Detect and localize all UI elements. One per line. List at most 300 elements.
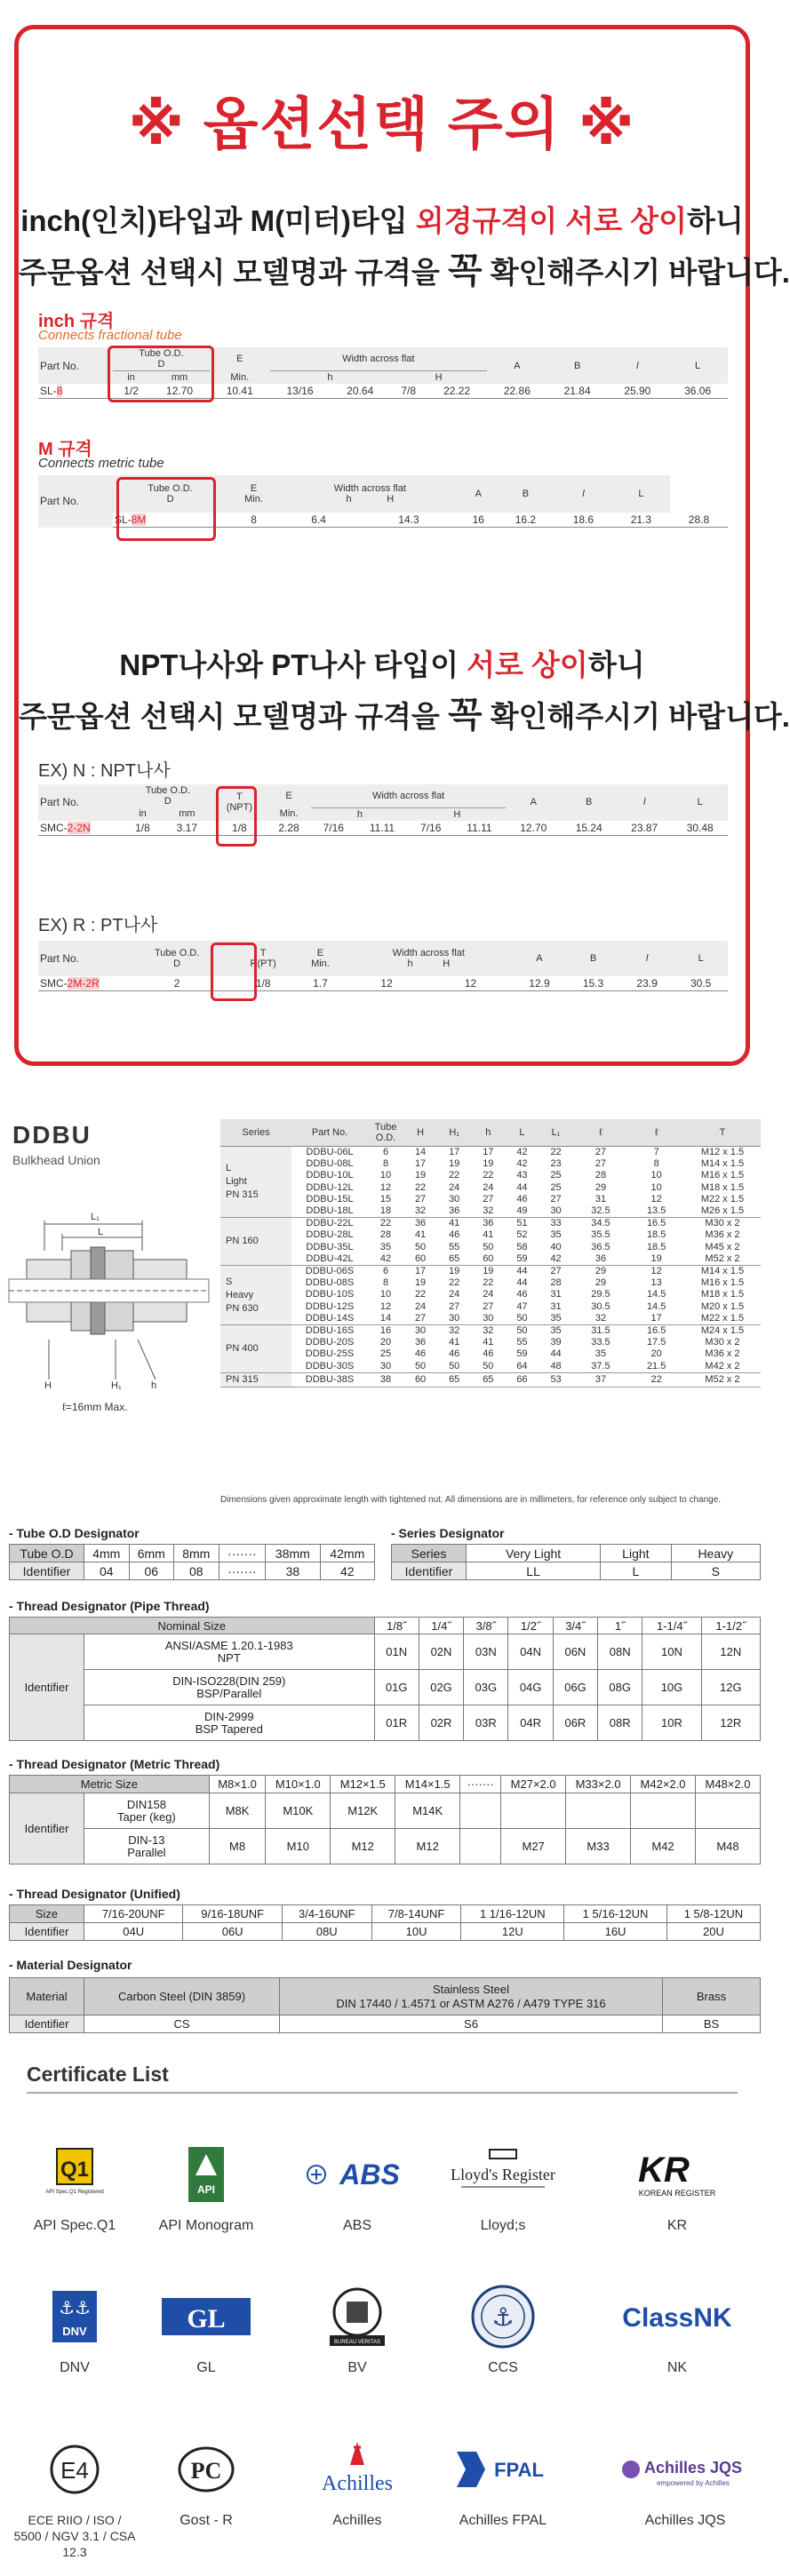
ddbu-cell: 31 bbox=[594, 1193, 607, 1205]
ddbu-cell: 44 bbox=[516, 1266, 528, 1277]
ddbu-cell: 46 bbox=[483, 1348, 494, 1360]
ddbu-cell: 30 bbox=[539, 1205, 573, 1218]
ddbu-cell: M18 x 1.5 bbox=[700, 1289, 745, 1300]
ddbu-series-cell: L Light PN 315 bbox=[220, 1147, 291, 1218]
ddbu-cell: 18.5 bbox=[646, 1241, 666, 1252]
ddbu-series-cell: S Heavy PN 630 bbox=[220, 1266, 291, 1325]
ddbu-cell: 66 bbox=[505, 1372, 539, 1387]
ddbu-cell: 17 bbox=[414, 1266, 427, 1277]
ddbu-cell: 19 bbox=[449, 1266, 460, 1277]
ddbu-cell: 21.5 bbox=[628, 1361, 684, 1373]
abs-logo-icon bbox=[304, 2154, 411, 2195]
ddbu-cell: 59 bbox=[516, 1348, 528, 1360]
ddbu-series-cell: PN 400 bbox=[220, 1325, 291, 1373]
ddbu-cell: DDBU-14S bbox=[291, 1313, 368, 1325]
ddbu-cell: 28 bbox=[550, 1277, 562, 1289]
cert-api-q1: Q1 API Spec.Q1 Registered API Spec.Q1 bbox=[12, 2141, 137, 2234]
ddbu-cell: M30 x 2 bbox=[705, 1218, 740, 1229]
bv-logo-icon bbox=[326, 2286, 388, 2348]
ddbu-row bbox=[220, 1266, 761, 1278]
ddbu-cell: 6 bbox=[382, 1266, 389, 1277]
cert-kr: KR KOREAN REGISTER KR bbox=[615, 2141, 739, 2234]
ddbu-cell: M14 x 1.5 bbox=[700, 1266, 745, 1277]
certificate-divider bbox=[27, 2092, 738, 2094]
ddbu-cell: 18.5 bbox=[646, 1229, 666, 1241]
ddbu-cell: 36 bbox=[414, 1337, 427, 1348]
ddbu-cell: 50 bbox=[505, 1313, 539, 1325]
ddbu-cell: 47 bbox=[516, 1300, 528, 1312]
ddbu-cell: 25 bbox=[550, 1170, 562, 1181]
ddbu-series-cell: PN 315 bbox=[220, 1372, 291, 1387]
ddbu-cell: 36.5 bbox=[591, 1241, 610, 1252]
ddbu-cell: 7 bbox=[653, 1147, 659, 1157]
ddbu-cell: M22 x 1.5 bbox=[700, 1193, 745, 1205]
svg-text:PC: PC bbox=[190, 2458, 222, 2484]
svg-text:ClassNK: ClassNK bbox=[622, 2303, 732, 2333]
ddbu-cell: 42 bbox=[539, 1253, 573, 1266]
ddbu-cell: 27 bbox=[403, 1313, 437, 1325]
ddbu-table: Series Part No. Tube O.D. H H₁ h L L₁ ℓ ℓ T L Light PN 315 DDBU-06L 6 14 17 17 42 22 27 7 M12 x 1.5 DDBU-08L 8 17 19 19 42 23 27 8 M14 x 1.5 DDBU-10L 10 19 22 22 43 25 28 10 M16 x 1.5 DDBU-12L 12 22 24 24 44 25 29 10 M18 x 1.5 DDBU-15L 15 27 30 27 46 27 31 12 M22 x 1.5 DDBU-18L 18 32 36 32 49 30 32.5 13.5 M26 x 1.5 PN 160 DDBU-22L 22 36 41 36 51 33 34.5 16.5 M30 x 2 DDBU-28L 28 41 46 41 52 35 35.5 18.5 M36 x 2 DDBU-35L 35 50 55 50 58 40 36.5 18.5 M45 x 2 DDBU-42L 42 60 65 60 59 42 36 19 M52 x 2 S Heavy PN 630 DDBU-06S 6 17 19 19 44 27 29 12 M14 x 1.5 DDBU-08S 8 19 22 22 44 28 29 13 M16 x 1.5 DDBU-10S 10 22 24 24 46 31 29.5 14.5 M18 x 1.5 DDBU-12S 12 24 27 27 47 31 30.5 14.5 M20 x 1.5 DDBU-14S 14 27 30 30 50 35 32 17 M22 x 1.5 PN 400 DDBU-16S 16 30 32 32 50 35 31.5 16.5 M24 x 1.5 DDBU-20S 20 36 41 41 55 39 33.5 17.5 M30 x 2 DDBU-25S 25 46 46 46 59 44 35 20 M36 x 2 DDBU-30S 30 50 50 50 64 48 37.5 21.5 M42 x 2 PN 315 DDBU-38S 38 60 65 65 66 53 37 22 M52 x 2 bbox=[220, 1119, 761, 1387]
cert-gl: GL GL bbox=[144, 2283, 268, 2376]
achilles-logo-icon bbox=[304, 2438, 411, 2500]
cert-abs: ABS ABS bbox=[295, 2141, 419, 2234]
ddbu-cell: 36 bbox=[414, 1218, 427, 1229]
ddbu-cell: 41 bbox=[449, 1218, 460, 1229]
material-title: - Material Designator bbox=[9, 1958, 132, 1972]
ddbu-cell: M30 x 2 bbox=[705, 1337, 740, 1348]
ddbu-cell: 25 bbox=[379, 1348, 392, 1360]
ddbu-cell: 46 bbox=[516, 1193, 528, 1205]
ddbu-cell: M16 x 1.5 bbox=[700, 1277, 745, 1289]
svg-text:GL: GL bbox=[187, 2304, 226, 2334]
ddbu-cell: 14.5 bbox=[646, 1289, 666, 1300]
ddbu-cell: DDBU-16S bbox=[305, 1325, 355, 1337]
ddbu-cell: 14 bbox=[414, 1147, 427, 1157]
ddbu-cell: 24 bbox=[449, 1181, 460, 1193]
ddbu-cell: 41 bbox=[414, 1229, 427, 1241]
ddbu-cell: 19 bbox=[483, 1266, 494, 1277]
gl-logo-icon bbox=[160, 2294, 252, 2339]
notice-line-1: inch(인치)타입과 M(미터)타입 외경규격이 서로 상이하니 bbox=[20, 204, 744, 237]
ddbu-cell: DDBU-28L bbox=[306, 1229, 354, 1241]
ddbu-cell: 52 bbox=[516, 1229, 528, 1241]
ddbu-cell: 46 bbox=[449, 1348, 460, 1360]
ddbu-cell: 42 bbox=[516, 1158, 528, 1170]
ddbu-cell: 27 bbox=[414, 1193, 427, 1205]
ddbu-cell: 46 bbox=[516, 1289, 528, 1300]
ddbu-cell: 55 bbox=[516, 1337, 528, 1348]
svg-text:empowered by Achilles: empowered by Achilles bbox=[657, 2479, 730, 2487]
ddbu-cell: 46 bbox=[449, 1229, 460, 1241]
ddbu-cell: M14 x 1.5 bbox=[700, 1158, 745, 1170]
ddbu-cell: 32 bbox=[403, 1205, 437, 1218]
ddbu-table-body bbox=[220, 1147, 761, 1387]
cert-ece: E4 ECE RIIO / ISO / 5500 / NGV 3.1 / CSA 12.3 bbox=[12, 2436, 137, 2560]
ddbu-cell: 22 bbox=[414, 1181, 427, 1193]
ddbu-cell: 17.5 bbox=[646, 1337, 666, 1348]
ddbu-cell: 10 bbox=[650, 1170, 662, 1181]
npt-example-label: EX) N : NPT나사 bbox=[38, 761, 171, 781]
pipe-thread-title: - Thread Designator (Pipe Thread) bbox=[9, 1599, 210, 1613]
pipe-thread-table: Nominal Size 1/8˝ 1/4˝ 3/8˝ 1/2˝ 3/4˝ 1˝ 1-1/4˝ 1-1/2˝ Identifier ANSI/ASME 1.20.1-1983 NPT 01N 02N 03N 04N 06N 08N 10N 12N DIN-ISO228(DIN 259) BSP/Parallel 01G 02G 03G 04G 06G 08G 10G 12G DIN-2999 BSP Tapered 01R 02R 03R 04R 06R 08R 10R 12R bbox=[9, 1617, 761, 1741]
svg-text:H₁: H₁ bbox=[111, 1380, 122, 1391]
ddbu-cell: 60 bbox=[403, 1372, 437, 1387]
cert-lloyds: Lloyd's Register Lloyd;s bbox=[441, 2141, 565, 2234]
ddbu-cell: 30.5 bbox=[591, 1300, 610, 1312]
dnv-logo-icon bbox=[51, 2289, 99, 2344]
inch-spec-label: inch 규격 bbox=[38, 312, 115, 331]
notice-line-4: 주문옵션 선택시 모델명과 규격을 꼭 확인해주시기 바랍니다. bbox=[19, 696, 790, 735]
ddbu-cell: M36 x 2 bbox=[705, 1348, 740, 1360]
ddbu-cell: 27 bbox=[483, 1193, 494, 1205]
notice-box bbox=[14, 25, 790, 1066]
ddbu-cell: 37.5 bbox=[573, 1361, 629, 1373]
ddbu-cell: 27 bbox=[449, 1300, 460, 1312]
ddbu-cell: 27 bbox=[550, 1266, 562, 1277]
metric-od-highlight bbox=[116, 477, 216, 541]
ddbu-cell: 10 bbox=[379, 1289, 392, 1300]
ddbu-cell: 39 bbox=[550, 1337, 562, 1348]
ddbu-cell: 10 bbox=[650, 1181, 662, 1193]
ddbu-cell: 35 bbox=[550, 1229, 562, 1241]
ddbu-cell: 22 bbox=[483, 1277, 494, 1289]
ddbu-cell: 64 bbox=[505, 1361, 539, 1373]
ddbu-cell: 50 bbox=[471, 1361, 505, 1373]
ddbu-row bbox=[220, 1361, 761, 1373]
ccs-logo-icon bbox=[470, 2284, 536, 2349]
ddbu-cell: 15 bbox=[379, 1193, 392, 1205]
cert-dnv: ⚓⚓ DNV DNV bbox=[12, 2283, 137, 2376]
cert-nk: ClassNK NK bbox=[615, 2283, 739, 2376]
ddbu-cell: 30 bbox=[414, 1325, 427, 1337]
api-monogram-logo-icon bbox=[187, 2145, 226, 2204]
ddbu-cell: M18 x 1.5 bbox=[700, 1181, 745, 1193]
pt-example-label: EX) R : PT나사 bbox=[38, 916, 158, 935]
ddbu-cell: 17 bbox=[414, 1158, 427, 1170]
ddbu-row bbox=[220, 1301, 761, 1313]
ddbu-row bbox=[220, 1205, 761, 1218]
ddbu-cell: 49 bbox=[505, 1205, 539, 1218]
ddbu-cell: 42 bbox=[516, 1147, 528, 1157]
svg-text:BUREAU VERITAS: BUREAU VERITAS bbox=[334, 2340, 380, 2345]
ddbu-cell: DDBU-42L bbox=[291, 1253, 368, 1266]
ddbu-cell: M26 x 1.5 bbox=[684, 1205, 761, 1218]
ddbu-title: DDBU bbox=[12, 1121, 92, 1149]
ddbu-cell: 32 bbox=[471, 1205, 505, 1218]
ddbu-cell: 50 bbox=[516, 1325, 528, 1337]
api-q1-logo-icon bbox=[45, 2147, 104, 2202]
ddbu-cell: 28 bbox=[594, 1170, 607, 1181]
ddbu-cell: M42 x 2 bbox=[684, 1361, 761, 1373]
svg-text:Achilles JQS: Achilles JQS bbox=[643, 2459, 743, 2477]
ddbu-cell: M52 x 2 bbox=[684, 1372, 761, 1387]
ddbu-cell: 16 bbox=[379, 1325, 392, 1337]
ddbu-row bbox=[220, 1253, 761, 1266]
tube-od-designator-table: Tube O.D 4mm 6mm 8mm ······· 38mm 42mm Identifier 04 06 08 ······· 38 42 bbox=[9, 1544, 375, 1580]
ddbu-row bbox=[220, 1242, 761, 1253]
ddbu-cell: 32 bbox=[573, 1313, 629, 1325]
svg-text:ABS: ABS bbox=[339, 2159, 400, 2190]
ddbu-cell: 29 bbox=[594, 1181, 607, 1193]
ddbu-cell: 25 bbox=[550, 1181, 562, 1193]
ddbu-cell: 27 bbox=[483, 1300, 494, 1312]
svg-text:FPAL: FPAL bbox=[494, 2459, 544, 2481]
ddbu-cell: 44 bbox=[550, 1348, 562, 1360]
ddbu-cell: 34.5 bbox=[591, 1218, 610, 1229]
svg-text:KOREAN REGISTER: KOREAN REGISTER bbox=[638, 2189, 716, 2198]
ddbu-cell: 35 bbox=[539, 1313, 573, 1325]
ddbu-cell: 50 bbox=[414, 1241, 427, 1252]
ddbu-cell: 12 bbox=[650, 1193, 662, 1205]
ddbu-cell: 8 bbox=[382, 1277, 389, 1289]
svg-text:DNV: DNV bbox=[62, 2325, 87, 2338]
ddbu-series-cell: PN 160 bbox=[220, 1218, 291, 1266]
ddbu-cell: 30 bbox=[449, 1193, 460, 1205]
notice-line-2: 주문옵션 선택시 모델명과 규격을 꼭 확인해주시기 바랍니다. bbox=[19, 251, 790, 290]
svg-text:H: H bbox=[44, 1380, 52, 1391]
cert-ccs: ⚓ CCS bbox=[441, 2283, 565, 2376]
ddbu-cell: 24 bbox=[449, 1289, 460, 1300]
ddbu-cell: 20 bbox=[650, 1348, 662, 1360]
ddbu-cell: 17 bbox=[628, 1313, 684, 1325]
cert-achilles-fpal: FPAL Achilles FPAL bbox=[441, 2436, 565, 2529]
svg-text:Q1: Q1 bbox=[60, 2158, 90, 2182]
pt-spec-table: Part No. Tube O.D. D T R(PT) E Min. Width across flat h H A B l L SMC-2M-2R 2 1/8 1.7 12 12 12.9 15.3 23.9 30.5 bbox=[38, 941, 728, 991]
pt-thread-highlight bbox=[211, 942, 257, 1001]
ddbu-cell: 41 bbox=[449, 1337, 460, 1348]
ddbu-cell: M45 x 2 bbox=[705, 1241, 740, 1252]
ddbu-cell: 29 bbox=[594, 1266, 607, 1277]
ddbu-row bbox=[220, 1229, 761, 1241]
ddbu-cell: DDBU-12S bbox=[305, 1300, 355, 1312]
ddbu-cell: 32 bbox=[449, 1325, 460, 1337]
ddbu-cell: 27 bbox=[550, 1193, 562, 1205]
ddbu-cell: 41 bbox=[483, 1229, 494, 1241]
ddbu-cell: 48 bbox=[539, 1361, 573, 1373]
cert-bv: BUREAU VERITAS BV bbox=[295, 2283, 419, 2376]
ddbu-cell: 29.5 bbox=[591, 1289, 610, 1300]
ddbu-cell: 35 bbox=[550, 1325, 562, 1337]
ddbu-cell: 50 bbox=[483, 1241, 494, 1252]
npt-spec-table: Part No. Tube O.D. D T (NPT) E Width across flat A B l L in mm Min. h H SMC-2-2N 1/8 3.17 1/8 2.28 7/16 11.11 7/16 11.11 12.70 15.24 23.87 30.48 bbox=[38, 784, 728, 836]
ddbu-cell: M12 x 1.5 bbox=[700, 1147, 745, 1157]
ddbu-cell: 17 bbox=[449, 1147, 460, 1157]
ddbu-cell: 13.5 bbox=[628, 1205, 684, 1218]
ddbu-cell: M22 x 1.5 bbox=[684, 1313, 761, 1325]
bulkhead-union-drawing bbox=[9, 1197, 209, 1419]
tube-od-designator-title: - Tube O.D Designator bbox=[9, 1526, 140, 1540]
gost-logo-icon bbox=[175, 2443, 237, 2496]
inch-spec-sub: Connects fractional tube bbox=[38, 328, 182, 343]
metric-spec-table: Part No. Tube O.D. D E Min. Width across flat h H A B l L SL-8M 8 6.4 14.3 16 16.2 18.6 21.3 28.8 bbox=[38, 475, 728, 528]
ddbu-cell: 28 bbox=[379, 1229, 392, 1241]
ddbu-cell: M36 x 2 bbox=[705, 1229, 740, 1241]
svg-text:L₁: L₁ bbox=[91, 1212, 100, 1222]
ddbu-cell: 22 bbox=[449, 1170, 460, 1181]
ddbu-cell: 33.5 bbox=[591, 1337, 610, 1348]
drawing-note: ℓ=16mm Max. bbox=[62, 1401, 128, 1413]
ddbu-cell: DDBU-10S bbox=[305, 1289, 355, 1300]
ddbu-cell: 17 bbox=[483, 1147, 494, 1157]
ddbu-cell: 50 bbox=[437, 1361, 471, 1373]
ddbu-cell: 31.5 bbox=[591, 1325, 610, 1337]
series-designator-title: - Series Designator bbox=[391, 1526, 505, 1540]
ddbu-cell: 22 bbox=[550, 1147, 562, 1157]
classnk-logo-icon bbox=[615, 2296, 739, 2337]
ddbu-cell: 19 bbox=[483, 1158, 494, 1170]
svg-text:API Spec.Q1 Registered: API Spec.Q1 Registered bbox=[45, 2190, 104, 2195]
ddbu-row bbox=[220, 1158, 761, 1170]
ddbu-cell: 19 bbox=[414, 1277, 427, 1289]
cert-gost: PC Gost - R bbox=[144, 2436, 268, 2529]
ddbu-cell: 16.5 bbox=[646, 1325, 666, 1337]
ddbu-row bbox=[220, 1289, 761, 1300]
ddbu-cell: 24 bbox=[483, 1181, 494, 1193]
ddbu-cell: 12 bbox=[379, 1181, 392, 1193]
notice-title: ※ 옵션선택 주의 ※ bbox=[128, 92, 636, 156]
svg-text:Lloyd's Register: Lloyd's Register bbox=[451, 2166, 555, 2183]
ddbu-cell: 24 bbox=[414, 1300, 427, 1312]
ddbu-cell: 35 bbox=[379, 1241, 392, 1252]
ddbu-cell: 22 bbox=[414, 1289, 427, 1300]
ddbu-cell: 44 bbox=[516, 1277, 528, 1289]
ddbu-cell: DDBU-38S bbox=[291, 1372, 368, 1387]
ddbu-cell: 20 bbox=[379, 1337, 392, 1348]
ddbu-row bbox=[220, 1170, 761, 1181]
ddbu-cell: 22 bbox=[449, 1277, 460, 1289]
svg-text:Achilles: Achilles bbox=[322, 2472, 393, 2495]
ddbu-cell: 22 bbox=[379, 1218, 392, 1229]
ddbu-cell: 16.5 bbox=[646, 1218, 666, 1229]
ddbu-cell: DDBU-08L bbox=[306, 1158, 354, 1170]
ddbu-cell: 53 bbox=[539, 1372, 573, 1387]
ddbu-cell: 38 bbox=[368, 1372, 403, 1387]
inch-spec-table: Part No. Tube O.D. D E Width across flat A B l L in mm Min. h H SL-8 1/2 12.70 10.41 13/16 20.64 7/8 22.22 22.86 21.84 25.90 36.06 bbox=[38, 347, 728, 399]
material-table: Material Carbon Steel (DIN 3859) Stainless Steel DIN 17440 / 1.4571 or ASTM A276 / A479 TYPE 316 Brass Identifier CS S6 BS bbox=[9, 1977, 761, 2033]
ddbu-cell: 58 bbox=[516, 1241, 528, 1252]
ddbu-cell: 22 bbox=[483, 1170, 494, 1181]
cert-achilles: Achilles Achilles bbox=[295, 2436, 419, 2529]
ddbu-cell: 32 bbox=[483, 1325, 494, 1337]
ddbu-cell: DDBU-18L bbox=[291, 1205, 368, 1218]
ddbu-cell: 50 bbox=[403, 1361, 437, 1373]
ddbu-subtitle: Bulkhead Union bbox=[12, 1153, 100, 1167]
e4-logo-icon bbox=[48, 2443, 101, 2496]
ddbu-row bbox=[220, 1147, 761, 1159]
achilles-jqs-logo-icon bbox=[618, 2443, 752, 2496]
ddbu-cell: DDBU-30S bbox=[291, 1361, 368, 1373]
ddbu-row bbox=[220, 1348, 761, 1360]
ddbu-cell: 30 bbox=[471, 1313, 505, 1325]
ddbu-cell: 65 bbox=[471, 1372, 505, 1387]
ddbu-cell: M16 x 1.5 bbox=[700, 1170, 745, 1181]
series-designator-table: Series Very Light Light Heavy Identifier LL L S bbox=[391, 1544, 761, 1580]
ddbu-cell: 8 bbox=[653, 1158, 659, 1170]
ddbu-cell: 35 bbox=[594, 1348, 607, 1360]
ddbu-cell: M20 x 1.5 bbox=[700, 1300, 745, 1312]
metric-thread-title: - Thread Designator (Metric Thread) bbox=[9, 1757, 220, 1771]
ddbu-cell: 10 bbox=[379, 1170, 392, 1181]
svg-text:L: L bbox=[98, 1227, 104, 1237]
svg-text:KR: KR bbox=[638, 2151, 690, 2190]
ddbu-cell: 18 bbox=[368, 1205, 403, 1218]
ddbu-cell: 32.5 bbox=[573, 1205, 629, 1218]
cert-api-monogram: API API Monogram bbox=[144, 2141, 268, 2234]
metric-spec-sub: Connects metric tube bbox=[38, 456, 164, 471]
svg-text:⚓⚓: ⚓⚓ bbox=[59, 2297, 91, 2318]
ddbu-cell: 29 bbox=[594, 1277, 607, 1289]
ddbu-row bbox=[220, 1313, 761, 1325]
fpal-logo-icon bbox=[450, 2443, 556, 2496]
ddbu-cell: 27 bbox=[594, 1147, 607, 1157]
ddbu-cell: 42 bbox=[368, 1253, 403, 1266]
ddbu-cell: 60 bbox=[403, 1253, 437, 1266]
ddbu-cell: M24 x 1.5 bbox=[700, 1325, 745, 1337]
ddbu-cell: 27 bbox=[594, 1158, 607, 1170]
ddbu-cell: 30 bbox=[437, 1313, 471, 1325]
svg-text:API: API bbox=[196, 2183, 216, 2196]
svg-text:h: h bbox=[151, 1380, 157, 1391]
metric-spec-label: M 규격 bbox=[38, 440, 92, 459]
ddbu-cell: 65 bbox=[437, 1253, 471, 1266]
inch-od-highlight bbox=[108, 346, 214, 402]
unified-thread-title: - Thread Designator (Unified) bbox=[9, 1887, 180, 1901]
ddbu-row bbox=[220, 1182, 761, 1194]
cert-achilles-jqs: Achilles JQS empowered by Achilles Achilles JQS bbox=[618, 2436, 752, 2529]
svg-text:E4: E4 bbox=[60, 2457, 89, 2484]
ddbu-cell: 37 bbox=[573, 1372, 629, 1387]
npt-thread-highlight bbox=[216, 786, 257, 847]
certificate-list-title: Certificate List bbox=[27, 2063, 169, 2086]
ddbu-cell: DDBU-06S bbox=[305, 1266, 355, 1277]
ddbu-cell: 30 bbox=[368, 1361, 403, 1373]
ddbu-row bbox=[220, 1325, 761, 1338]
ddbu-cell: 12 bbox=[650, 1266, 662, 1277]
ddbu-cell: 46 bbox=[414, 1348, 427, 1360]
ddbu-cell: 43 bbox=[516, 1170, 528, 1181]
ddbu-cell: 35.5 bbox=[591, 1229, 610, 1241]
ddbu-cell: 36 bbox=[573, 1253, 629, 1266]
ddbu-cell: 23 bbox=[550, 1158, 562, 1170]
unified-thread-table: Size 7/16-20UNF 9/16-18UNF 3/4-16UNF 7/8-14UNF 1 1/16-12UN 1 5/16-12UN 1 5/8-12UN Identifier 04U 06U 08U 10U 12U 16U 20U bbox=[9, 1904, 761, 1941]
ddbu-cell: DDBU-08S bbox=[305, 1277, 355, 1289]
notice-line-3: NPT나사와 PT나사 타입이 서로 상이하니 bbox=[119, 648, 645, 681]
ddbu-row bbox=[220, 1337, 761, 1348]
ddbu-cell: 31 bbox=[550, 1289, 562, 1300]
ddbu-cell: 19 bbox=[628, 1253, 684, 1266]
ddbu-row bbox=[220, 1218, 761, 1230]
ddbu-cell: 13 bbox=[650, 1277, 662, 1289]
svg-text:⚓: ⚓ bbox=[491, 2302, 515, 2332]
ddbu-cell: 14 bbox=[368, 1313, 403, 1325]
ddbu-cell: DDBU-10L bbox=[306, 1170, 354, 1181]
ddbu-cell: 44 bbox=[516, 1181, 528, 1193]
ddbu-cell: DDBU-20S bbox=[305, 1337, 355, 1348]
ddbu-cell: 59 bbox=[505, 1253, 539, 1266]
ddbu-cell: DDBU-25S bbox=[305, 1348, 355, 1360]
ddbu-cell: 65 bbox=[437, 1372, 471, 1387]
ddbu-cell: 51 bbox=[516, 1218, 528, 1229]
ddbu-row bbox=[220, 1372, 761, 1387]
ddbu-cell: 19 bbox=[414, 1170, 427, 1181]
ddbu-cell: 8 bbox=[382, 1158, 389, 1170]
ddbu-cell: 55 bbox=[449, 1241, 460, 1252]
ddbu-cell: DDBU-12L bbox=[306, 1181, 354, 1193]
ddbu-cell: 19 bbox=[449, 1158, 460, 1170]
ddbu-cell: DDBU-06L bbox=[306, 1147, 354, 1157]
ddbu-cell: 41 bbox=[483, 1337, 494, 1348]
ddbu-cell: DDBU-22L bbox=[306, 1218, 354, 1229]
